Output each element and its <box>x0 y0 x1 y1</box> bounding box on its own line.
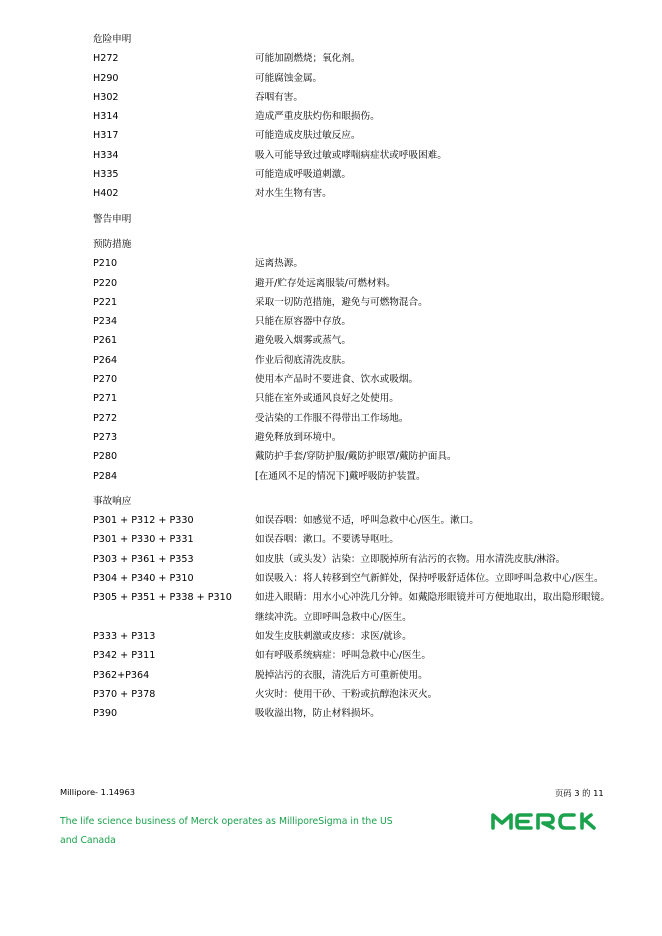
statement-code: P234 <box>93 316 118 328</box>
product-id: Millipore- 1.14963 <box>60 787 135 797</box>
statement-text: 如误吞咽：如感觉不适，呼叫急救中心/医生。漱口。 <box>255 515 479 527</box>
statement-row <box>93 69 623 88</box>
statement-text: 如发生皮肤刺激或皮疹：求医/就诊。 <box>255 630 412 642</box>
statement-row <box>93 312 623 331</box>
statement-code: P273 <box>93 431 118 443</box>
statement-row <box>93 351 623 370</box>
statement-code: P370 + P378 <box>93 688 156 700</box>
hazard-heading: 危险申明 <box>93 34 132 45</box>
statement-row <box>93 165 623 184</box>
statement-code: P304 + P340 + P310 <box>93 573 194 585</box>
statement-code: H290 <box>93 72 119 84</box>
statement-code: P210 <box>93 258 118 270</box>
statement-row <box>93 428 623 447</box>
statement-code: P280 <box>93 451 118 463</box>
statement-text: 可能造成呼吸道刺激。 <box>255 169 351 181</box>
statement-row <box>93 666 623 685</box>
merck-logo <box>490 811 615 831</box>
statement-row <box>93 467 623 486</box>
statement-row <box>93 511 623 530</box>
statement-row <box>93 389 623 408</box>
statement-text: [在通风不足的情况下]戴呼吸防护装置。 <box>255 470 426 482</box>
statement-code: P270 <box>93 374 118 386</box>
prevention-list <box>93 254 623 486</box>
statement-text: 避免吸入烟雾或蒸气。 <box>255 335 351 347</box>
statement-row <box>93 646 623 665</box>
statement-code: P264 <box>93 354 118 366</box>
statement-code: H317 <box>93 130 119 142</box>
statement-code: H402 <box>93 188 119 200</box>
statement-row <box>93 254 623 273</box>
statement-row <box>93 184 623 203</box>
statement-row <box>93 627 623 646</box>
statement-code: P301 + P330 + P331 <box>93 534 194 546</box>
statement-code: P303 + P361 + P353 <box>93 553 194 565</box>
statement-text: 使用本产品时不要进食、饮水或吸烟。 <box>255 374 419 386</box>
statement-row <box>93 530 623 549</box>
statement-row <box>93 293 623 312</box>
statement-code: P333 + P313 <box>93 630 156 642</box>
statement-code: P272 <box>93 412 118 424</box>
statement-text: 避免释放到环境中。 <box>255 431 342 443</box>
statement-text: 如有呼吸系统病症：呼叫急救中心/医生。 <box>255 650 431 662</box>
statement-code: P305 + P351 + P338 + P310 <box>93 592 232 604</box>
statement-row <box>93 88 623 107</box>
statement-text: 避开/贮存处远离服装/可燃材料。 <box>255 277 396 289</box>
statement-text: 如误吸入：将人转移到空气新鲜处，保持呼吸舒适体位。立即呼叫急救中心/医生。 <box>255 573 604 585</box>
statement-code: P301 + P312 + P330 <box>93 515 194 527</box>
statement-row <box>93 409 623 428</box>
statement-row <box>93 685 623 704</box>
statement-code: H334 <box>93 149 119 161</box>
statement-code: H314 <box>93 111 119 123</box>
statement-text: 远离热源。 <box>255 258 303 270</box>
statement-code: P220 <box>93 277 118 289</box>
statement-text: 如皮肤（或头发）沾染：立即脱掉所有沾污的衣物。用水清洗皮肤/淋浴。 <box>255 553 566 565</box>
statement-code: P261 <box>93 335 118 347</box>
statement-text: 作业后彻底清洗皮肤。 <box>255 354 351 366</box>
precautionary-heading: 警告申明 <box>93 213 132 225</box>
statement-code: P221 <box>93 296 118 308</box>
footer-tagline: The life science business of Merck operates as MilliporeSigma in the US and Canada <box>60 816 393 846</box>
statement-code: P271 <box>93 393 118 405</box>
statement-code: P362+P364 <box>93 669 150 681</box>
statement-row <box>93 49 623 68</box>
statement-row <box>93 550 623 569</box>
statement-text: 采取一切防范措施，避免与可燃物混合。 <box>255 296 428 308</box>
statement-text: 吞咽有害。 <box>255 91 303 103</box>
statement-text: 只能在室外或通风良好之处使用。 <box>255 393 399 405</box>
statement-row <box>93 447 623 466</box>
response-list <box>93 511 623 723</box>
statement-text: 戴防护手套/穿防护服/戴防护眼罩/戴防护面具。 <box>255 451 457 463</box>
statement-row <box>93 126 623 145</box>
sds-content <box>93 30 623 723</box>
statement-row <box>93 370 623 389</box>
hazard-list <box>93 49 623 203</box>
page-number: 页码 3 的 11 <box>555 788 604 798</box>
statement-text: 火灾时：使用干砂、干粉或抗醇泡沫灭火。 <box>255 688 438 700</box>
statement-row <box>93 274 623 293</box>
statement-row <box>93 704 623 723</box>
statement-code: H302 <box>93 91 119 103</box>
statement-code: P390 <box>93 708 118 720</box>
statement-text: 吸入可能导致过敏或哮喘病症状或呼吸困难。 <box>255 149 447 161</box>
statement-text: 如误吞咽：漱口。不要诱导呕吐。 <box>255 534 399 546</box>
statement-text: 可能腐蚀金属。 <box>255 72 323 84</box>
statement-text: 可能造成皮肤过敏反应。 <box>255 130 361 142</box>
statement-text: 吸收溢出物，防止材料损坏。 <box>255 708 380 720</box>
statement-text: 只能在原容器中存放。 <box>255 316 351 328</box>
statement-code: P284 <box>93 470 118 482</box>
statement-code: H335 <box>93 169 119 181</box>
statement-code: H272 <box>93 53 119 65</box>
statement-text: 脱掉沾污的衣服，清洗后方可重新使用。 <box>255 669 428 681</box>
statement-text: 如进入眼睛：用水小心冲洗几分钟。如戴隐形眼镜并可方便地取出，取出隐形眼镜。继续冲洗。立即呼叫急救中心/医生。 <box>255 592 610 623</box>
statement-row <box>93 569 623 588</box>
statement-text: 造成严重皮肤灼伤和眼损伤。 <box>255 111 380 123</box>
statement-row <box>93 331 623 350</box>
statement-text: 受沾染的工作服不得带出工作场地。 <box>255 412 409 424</box>
statement-row <box>93 146 623 165</box>
statement-code: P342 + P311 <box>93 650 156 662</box>
statement-text: 对水生生物有害。 <box>255 188 332 200</box>
statement-row <box>93 107 623 126</box>
response-heading: 事故响应 <box>93 495 132 507</box>
prevention-heading: 预防措施 <box>93 238 132 250</box>
statement-row <box>93 588 623 627</box>
statement-text: 可能加剧燃烧；氧化剂。 <box>255 53 361 65</box>
